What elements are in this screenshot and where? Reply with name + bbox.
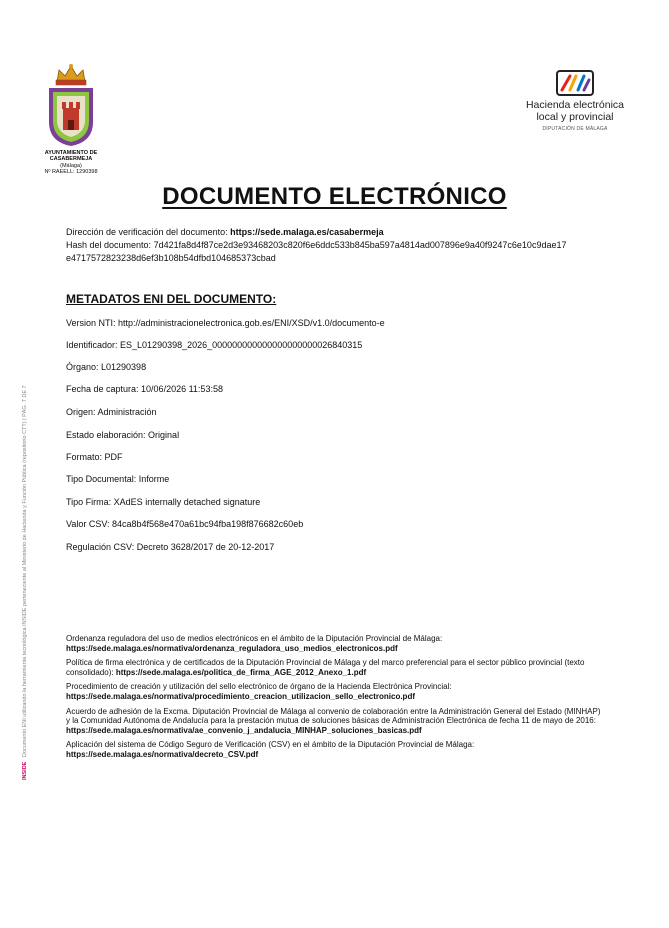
reference-text: Procedimiento de creación y utilización del sello electrónico de órgano de la Hacienda Electrónica Provincial: [66, 682, 452, 692]
document-hash [66, 239, 566, 252]
reference-link[interactable]: https://sede.malaga.es/normativa/procedimiento_creacion_utilizacion_sello_electronico.pdf [66, 691, 415, 701]
ayuntamiento-registry: Nº RAEELL: 1290398 [44, 168, 98, 175]
metadata-item: Fecha de captura: 10/06/2026 11:53:58 [66, 384, 223, 394]
reference-link[interactable]: https://sede.malaga.es/normativa/ae_convenio_j_andalucia_MINHAP_soluciones_basicas.pdf [66, 725, 422, 735]
inside-brand: INSIDE [22, 761, 28, 780]
metadata-item: Estado elaboración: Original [66, 430, 180, 440]
metadata-item: Origen: Administración [66, 407, 157, 417]
ayuntamiento-province: (Málaga) [60, 162, 82, 169]
hacienda-logo [520, 70, 630, 132]
hacienda-line-1: Hacienda electrónica [525, 99, 625, 111]
hacienda-line-2: local y provincial [536, 110, 614, 123]
reference-entry [66, 634, 606, 653]
ayuntamiento-logo [30, 60, 112, 175]
metadata-item: Tipo Documental: Informe [66, 474, 170, 484]
reference-text: Política de firma electrónica y de certificados de la Diputación Provincial de Málaga y del marco preferencial para el sector público provincial (texto consolidado): [66, 658, 585, 677]
hash-value-line-1: 7d421fa8d4f87ce2d3e93468203c820f6e6ddc533b845ba597a4814ad007896e9a40f9247c6e10c9dae17 [153, 240, 567, 251]
verification-address-label: Dirección de verificación del documento: [66, 227, 231, 237]
hash-value-line-2: e4717572823238d6ef3b108b54dfbd104685373cbad [66, 253, 276, 264]
metadata-item: Tipo Firma: XAdES internally detached signature [66, 497, 261, 507]
sidebar-text: Documento ENI utilizando la herramienta tecnológica INSIDE perteneciente al Ministerio de Hacienda y Función Pública (repositorio CTT) | PÁG. 7 DE 7 [22, 385, 28, 758]
reference-text: Acuerdo de adhesión de la Excma. Diputación Provincial de Málaga al convenio de colaboración entre la Administración General del Estado (MINHAP) y la Comunidad Autónoma de Andalucía para la prestación mutua de soluciones básicas de Administración Electrónica de fecha 11 de mayo de 2016: [66, 706, 601, 726]
document-title: DOCUMENTO ELECTRÓNICO [162, 183, 507, 210]
ayuntamiento-name: AYUNTAMIENTO DE CASABERMEJA [44, 150, 98, 163]
reference-entry [66, 682, 606, 701]
verification-address-link[interactable]: https://sede.malaga.es/casabermeja [230, 227, 384, 237]
legal-references [66, 634, 606, 765]
hacienda-emblem-icon [556, 70, 594, 96]
metadata-item: Version NTI: http://administracionelectronica.gob.es/ENI/XSD/v1.0/documento-e [66, 318, 385, 328]
metadata-item: Regulación CSV: Decreto 3628/2017 de 20-12-2017 [66, 542, 275, 552]
verification-address [66, 226, 566, 239]
metadata-item: Órgano: L01290398 [66, 362, 147, 372]
vertical-sidebar-note [22, 385, 28, 780]
reference-entry [66, 658, 606, 677]
metadata-heading: METADATOS ENI DEL DOCUMENTO: [66, 292, 277, 306]
hacienda-line-3: DIPUTACIÓN DE MÁLAGA [542, 126, 608, 133]
metadata-item: Formato: PDF [66, 452, 123, 462]
reference-link[interactable]: https://sede.malaga.es/politica_de_firma_AGE_2012_Anexo_1.pdf [115, 667, 367, 677]
metadata-item: Valor CSV: 84ca8b4f568e470a61bc94fba198f876682c60eb [66, 519, 304, 529]
reference-text: Aplicación del sistema de Código Seguro de Verificación (CSV) en el ámbito de la Diputación Provincial de Málaga: [66, 740, 475, 750]
reference-text: Ordenanza reguladora del uso de medios electrónicos en el ámbito de la Diputación Provincial de Málaga: [66, 634, 443, 643]
hash-label: Hash del documento: [66, 240, 154, 251]
reference-entry [66, 740, 606, 759]
verification-block [66, 226, 566, 265]
reference-link[interactable]: https://sede.malaga.es/normativa/ordenanza_reguladora_uso_medios_electronicos.pdf [66, 643, 398, 653]
reference-entry [66, 707, 606, 736]
metadata-item: Identificador: ES_L01290398_2026_000000000000000000000026840315 [66, 340, 363, 350]
reference-link[interactable]: https://sede.malaga.es/normativa/decreto_CSV.pdf [66, 749, 259, 759]
coat-of-arms-icon [45, 60, 97, 148]
